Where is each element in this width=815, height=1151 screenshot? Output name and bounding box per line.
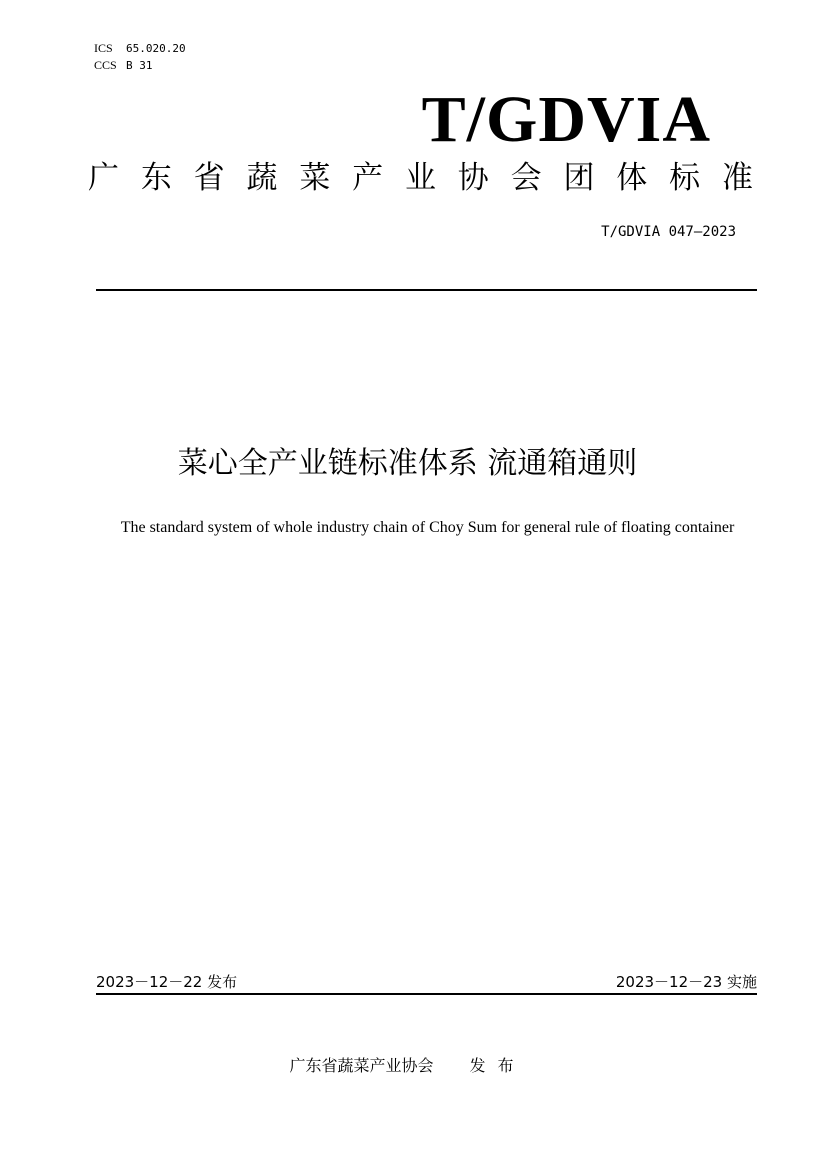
association-char: 业 xyxy=(404,160,436,196)
document-title-english: The standard system of whole industry chain of Choy Sum for general rule of floating container xyxy=(120,519,735,536)
ics-line xyxy=(94,40,186,57)
association-char: 省 xyxy=(193,160,225,196)
top-divider xyxy=(96,289,757,291)
release-date: 2023－12－22 发布 xyxy=(96,973,238,991)
ics-value: 65.020.20 xyxy=(126,42,186,55)
association-char: 标 xyxy=(669,160,701,196)
association-char: 广 xyxy=(88,160,119,196)
ccs-label: CCS xyxy=(94,58,117,72)
association-char: 菜 xyxy=(299,160,331,196)
association-char: 体 xyxy=(616,160,648,196)
association-char: 东 xyxy=(140,160,172,196)
association-char: 产 xyxy=(352,160,384,196)
publisher-name: 广东省蔬菜产业协会 xyxy=(289,1056,434,1075)
implementation-date: 2023－12－23 实施 xyxy=(615,973,757,991)
bottom-divider xyxy=(96,993,757,995)
ccs-line xyxy=(94,57,186,74)
association-title xyxy=(88,156,753,200)
classification-block xyxy=(94,40,186,74)
standard-code-logo: T/GDVIA xyxy=(421,83,711,156)
association-char: 准 xyxy=(721,160,753,196)
ccs-value: B 31 xyxy=(126,59,153,72)
association-char: 蔬 xyxy=(246,160,278,196)
publisher-action: 发布 xyxy=(469,1056,526,1075)
association-char: 会 xyxy=(510,160,542,196)
document-title-chinese: 菜心全产业链标准体系 流通箱通则 xyxy=(177,446,638,481)
association-char: 团 xyxy=(563,160,595,196)
publisher-line xyxy=(0,1053,815,1076)
association-char: 协 xyxy=(457,160,489,196)
standard-number: T/GDVIA 047—2023 xyxy=(601,224,736,240)
ics-label: ICS xyxy=(94,41,113,55)
